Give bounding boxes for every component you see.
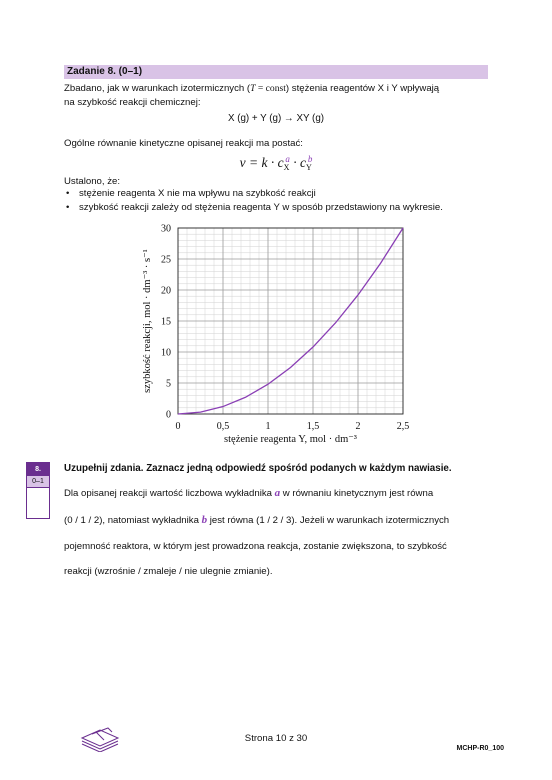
y-tick-label: 30 bbox=[161, 223, 171, 235]
y-tick-label: 15 bbox=[161, 316, 171, 328]
y-tick-label: 25 bbox=[161, 254, 171, 266]
y-tick-label: 5 bbox=[166, 378, 171, 390]
question-line-3: pojemność reaktora, w którym jest prowadzona reakcja, zostanie zwiększona, to szybkość bbox=[64, 541, 447, 552]
x-tick-label: 1,5 bbox=[306, 421, 320, 432]
findings-list bbox=[66, 187, 443, 215]
x-tick-label: 2,5 bbox=[396, 421, 410, 432]
list-item: • stężenie reagenta X nie ma wpływu na szybkość reakcji bbox=[66, 187, 443, 201]
kinetic-equation: $v = k \cdot c_X^a \cdot c_Y^b$ bbox=[239, 154, 313, 172]
page-number: Strona 10 z 30 bbox=[244, 733, 308, 744]
intro-line-1: Zbadano, jak w warunkach izotermicznych (T = const) stężenia reagentów X i Y wpływają bbox=[64, 83, 440, 94]
series-line bbox=[178, 228, 403, 414]
y-axis-label: szybkość reakcji, mol · dm⁻³ · s⁻¹ bbox=[142, 249, 153, 393]
x-tick-label: 1 bbox=[265, 421, 271, 432]
question-line-4: reakcji (wzrośnie / zmaleje / nie ulegnie zmianie). bbox=[64, 566, 273, 577]
task-title: Zadanie 8. (0–1) bbox=[64, 65, 488, 79]
found-label: Ustalono, że: bbox=[64, 176, 120, 187]
x-tick-label: 0 bbox=[175, 421, 181, 432]
task-number-box bbox=[26, 462, 50, 519]
x-tick-labels bbox=[176, 421, 410, 432]
plot-frame bbox=[178, 228, 403, 414]
chart-grid-major bbox=[178, 228, 403, 414]
question-line-2: (0 / 1 / 2), natomiast wykładnika b jest równa (1 / 2 / 3). Jeżeli w warunkach izotermicznych bbox=[64, 514, 450, 526]
reaction-equation: X (g) + Y (g) → XY (g) bbox=[227, 113, 325, 124]
chart-grid-minor bbox=[178, 228, 403, 414]
question-line-1: Dla opisanej reakcji wartość liczbowa wykładnika a w równaniu kinetycznym jest równa bbox=[64, 487, 434, 499]
y-tick-label: 0 bbox=[166, 409, 171, 421]
instruction: Uzupełnij zdania. Zaznacz jedną odpowiedź spośród podanych w każdym nawiasie. bbox=[64, 463, 452, 474]
list-item: • szybkość reakcji zależy od stężenia reagenta Y w sposób przedstawiony na wykresie. bbox=[66, 201, 443, 215]
kinetic-intro: Ogólne równanie kinetyczne opisanej reakcji ma postać: bbox=[64, 138, 303, 149]
task-number: 8. bbox=[27, 463, 49, 476]
intro-line-2: na szybkość reakcji chemicznej: bbox=[64, 97, 201, 108]
task-points: 0–1 bbox=[27, 476, 49, 488]
x-tick-label: 2 bbox=[355, 421, 361, 432]
y-tick-label: 10 bbox=[161, 347, 171, 359]
exam-code: MCHP-R0_100 bbox=[456, 745, 504, 752]
y-tick-label: 20 bbox=[161, 285, 171, 297]
y-tick-labels bbox=[161, 224, 171, 421]
x-tick-label: 0,5 bbox=[216, 421, 230, 432]
x-axis-label: stężenie reagenta Y, mol · dm⁻³ bbox=[224, 434, 357, 445]
